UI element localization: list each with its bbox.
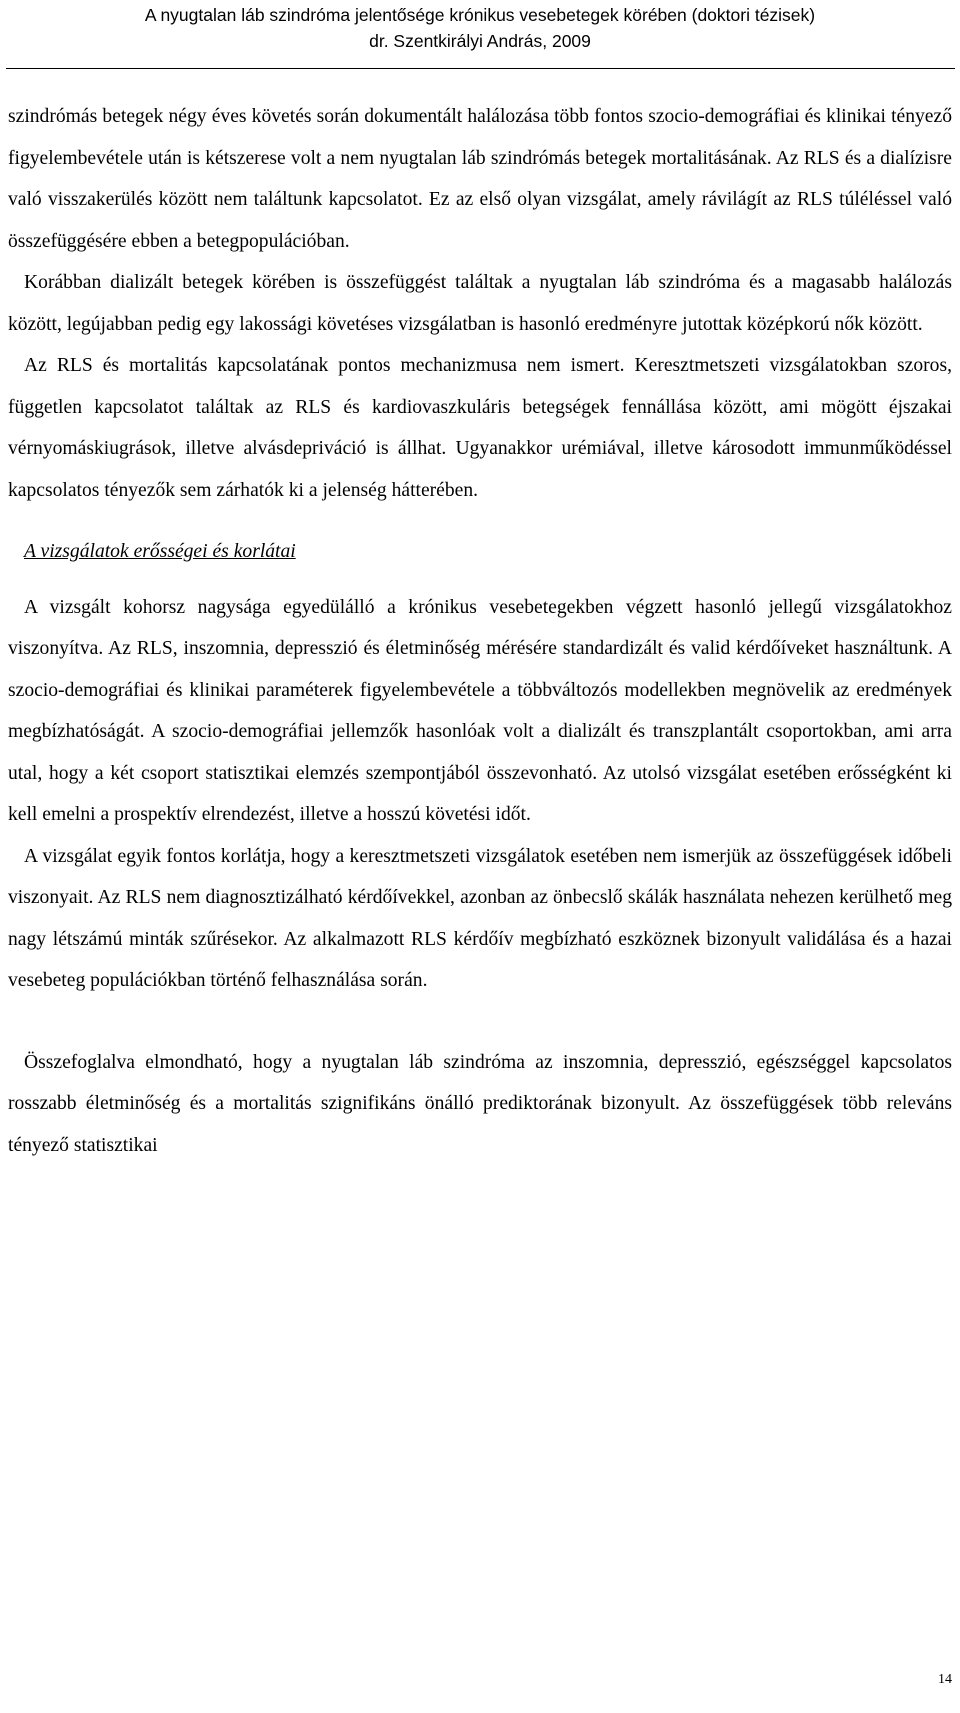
header-title: A nyugtalan láb szindróma jelentősége krónikus vesebetegek körében (doktori tézisek) [144,5,816,25]
paragraph-3: Az RLS és mortalitás kapcsolatának pontos mechanizmusa nem ismert. Keresztmetszeti vizsgálatokban szoros, független kapcsolatot találtak az RLS és kardiovaszkuláris betegségek fennállása között, ami mögött éjszakai vérnyomáskiugrások, illetve alvásdepriváció is állhat. Ugyanakkor urémiával, illetve károsodott immunműködéssel kapcsolatos tényezők sem zárhatók ki a jelenség hátterében. [8,355,952,501]
page-header [0,2,960,54]
paragraph-5: A vizsgálat egyik fontos korlátja, hogy a keresztmetszeti vizsgálatok esetében nem ismerjük az összefüggések időbeli viszonyait. Az RLS nem diagnosztizálható kérdőívekkel, azonban az önbecslő skálák használata nehezen kerülhető meg nagy létszámú minták szűrésekor. Az alkalmazott RLS kérdőív megbízható eszköznek bizonyult validálása és a hazai vesebeteg populációkban történő felhasználása során. [8,845,952,991]
header-divider [6,68,955,69]
header-author: dr. Szentkirályi András, 2009 [369,31,591,51]
paragraph-1: szindrómás betegek négy éves követés során dokumentált halálozása több fontos szocio-demográfiai és klinikai tényező figyelembevétele után is kétszerese volt a nem nyugtalan láb szindrómás betegek mortalitásának. Az RLS és a dialízisre való visszakerülés között nem találtunk kapcsolatot. Ez az első olyan vizsgálat, amely rávilágít az RLS túléléssel való összefüggésére ebben a betegpopulációban. [8,106,952,252]
document-body [8,96,952,1166]
paragraph-4: A vizsgált kohorsz nagysága egyedülálló a krónikus vesebetegekben végzett hasonló jellegű vizsgálatokhoz viszonyítva. Az RLS, inszomnia, depresszió és életminőség mérésére standardizált és valid kérdőíveket használtunk. A szocio-demográfiai és klinikai paraméterek figyelembevétele a többváltozós modellekben megnövelik az eredmények megbízhatóságát. A szocio-demográfiai jellemzők hasonlóak volt a dializált és transzplantált csoportokban, ami arra utal, hogy a két csoport statisztikai elemzés szempontjából összevonható. Az utolsó vizsgálat esetében erősségként ki kell emelni a prospektív elrendezést, illetve a hosszú követési időt. [8,596,952,825]
paragraph-2: Korábban dializált betegek körében is összefüggést találtak a nyugtalan láb szindróma és a magasabb halálozás között, legújabban pedig egy lakossági követéses vizsgálatban is hasonló eredményre jutottak középkorú nők között. [8,272,952,335]
paragraph-6: Összefoglalva elmondható, hogy a nyugtalan láb szindróma az inszomnia, depresszió, egészséggel kapcsolatos rosszabb életminőség és a mortalitás szignifikáns önálló prediktorának bizonyult. Az összefüggések több releváns tényező statisztikai [8,1051,952,1156]
section-title: A vizsgálatok erősségei és korlátai [24,541,296,562]
page-number: 14 [938,1672,952,1687]
